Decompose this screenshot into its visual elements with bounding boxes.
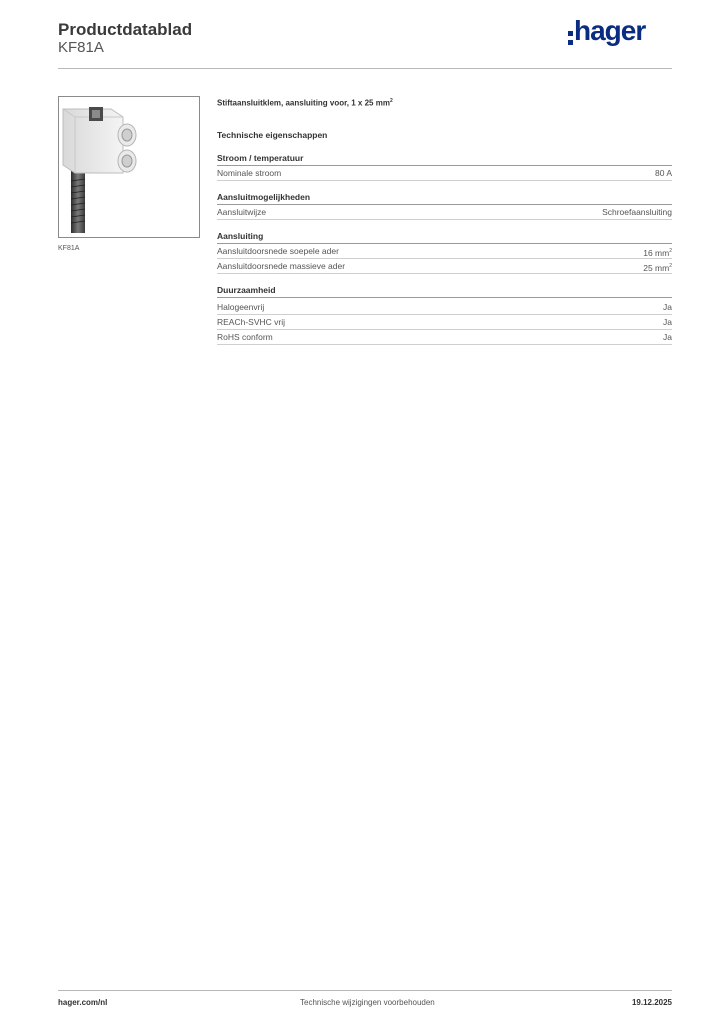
document-title: Productdatablad [58, 20, 193, 39]
spec-value: Ja [663, 302, 672, 312]
product-description [217, 94, 672, 108]
footer-divider [58, 990, 672, 991]
spec-row [217, 259, 672, 274]
spec-label: Aansluitdoorsnede soepele ader [217, 246, 339, 256]
header-divider [58, 68, 672, 69]
spec-value: 80 A [654, 168, 672, 178]
spec-label: REACh-SVHC vrij [217, 317, 286, 327]
spec-group [217, 190, 672, 220]
spec-value: Schroefaansluiting [602, 207, 672, 217]
logo-dots-icon [568, 31, 573, 36]
spec-group-title: Stroom / temperatuur [217, 151, 672, 166]
specifications [217, 94, 672, 345]
product-description-sup: 2 [389, 98, 393, 104]
footer-website-link[interactable]: hager.com/nl [58, 998, 108, 1007]
logo-text: hager [574, 15, 646, 46]
spec-value: 25 $mm^2$ [643, 262, 672, 273]
spec-group [217, 229, 672, 274]
spec-row [217, 330, 672, 345]
spec-label: Aansluitdoorsnede massieve ader [217, 261, 346, 271]
spec-group-title: Aansluitmogelijkheden [217, 190, 672, 205]
footer-date: 19.12.2025 [631, 998, 672, 1007]
spec-label: RoHS conform [217, 332, 273, 342]
product-code: KF81A [58, 39, 104, 56]
terminal-clamp-illustration [59, 97, 199, 237]
hager-logo [568, 15, 645, 47]
image-caption: KF81A [58, 245, 80, 252]
spec-label: Nominale stroom [217, 168, 282, 178]
spec-group-title: Aansluiting [217, 229, 672, 244]
spec-group [217, 151, 672, 181]
spec-label: Aansluitwijze [217, 207, 267, 217]
spec-value: Ja [663, 332, 672, 342]
technical-properties-heading: Technische eigenschappen [217, 130, 328, 140]
spec-row [217, 300, 672, 315]
spec-value: Ja [663, 317, 672, 327]
spec-row [217, 244, 672, 259]
spec-row [217, 315, 672, 330]
product-image [58, 96, 200, 238]
spec-row [217, 166, 672, 181]
spec-group [217, 283, 672, 345]
spec-row [217, 205, 672, 220]
spec-label: Halogeenvrij [217, 302, 265, 312]
product-description-text: Stiftaansluitklem, aansluiting voor, 1 x 25 mm [217, 98, 390, 108]
spec-group-title: Duurzaamheid [217, 283, 672, 298]
footer-notice: Technische wijzigingen voorbehouden [300, 998, 435, 1007]
spec-value: 16 $mm^2$ [643, 247, 672, 258]
